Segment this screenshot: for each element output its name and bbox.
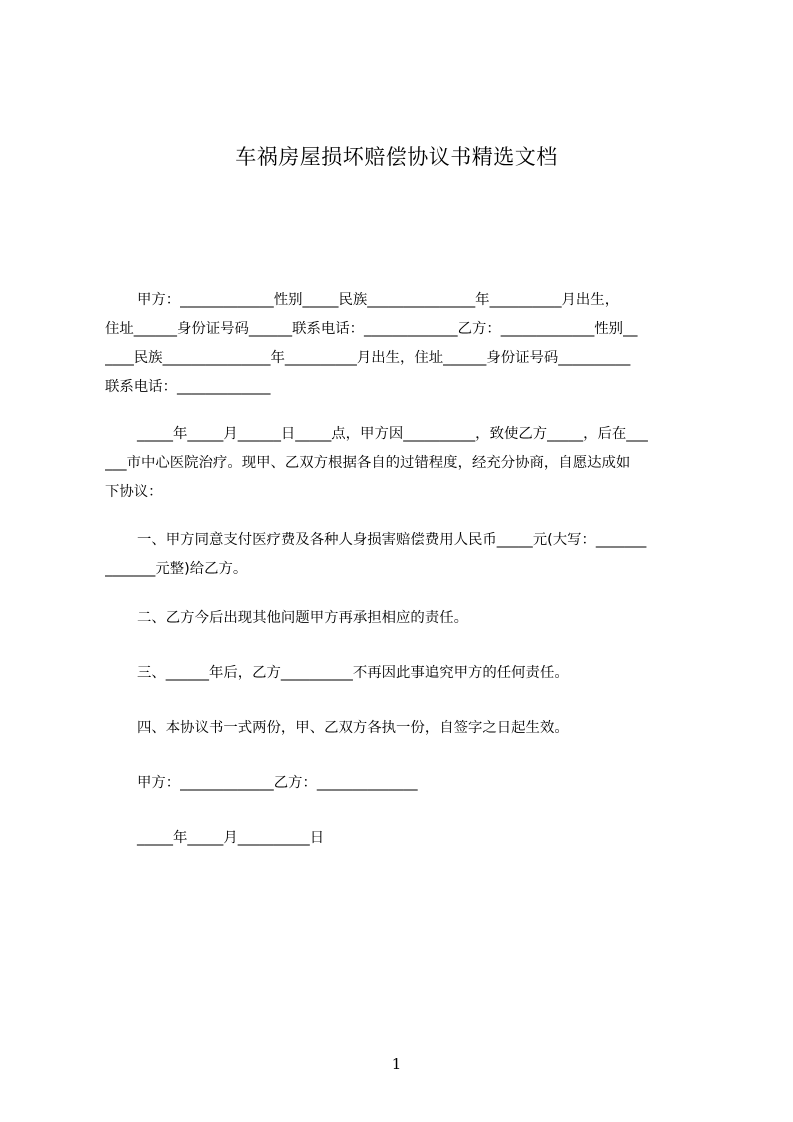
parties-line-2: 住址______身份证号码______联系电话：_____________乙方：_____________性别__ <box>105 321 638 337</box>
clause-3-text: 三、______年后，乙方__________不再因此事追究甲方的任何责任。 <box>137 665 569 681</box>
incident-line-1: _____年_____月______日_____点，甲方因__________，致使乙方_____，后在___ <box>137 426 648 442</box>
incident-paragraph <box>105 420 700 507</box>
page-number: 1 <box>391 1055 402 1073</box>
document-title: 车祸房屋损坏赔偿协议书精选文档 <box>235 145 558 169</box>
clause-1-line-1: 一、甲方同意支付医疗费及各种人身损害赔偿费用人民币_____元(大写：_______ <box>137 532 647 548</box>
incident-line-2: ___市中心医院治疗。现甲、乙双方根据各自的过错程度，经充分协商，自愿达成如 <box>105 455 631 471</box>
parties-line-3: ____民族_______________年__________月出生，住址______身份证号码__________ <box>105 350 631 366</box>
parties-line-4: 联系电话：_____________ <box>105 379 271 395</box>
signatures-paragraph <box>105 769 700 798</box>
clause-2-text: 二、乙方今后出现其他问题甲方再承担相应的责任。 <box>137 610 468 626</box>
date-text: _____年_____月__________日 <box>137 830 325 846</box>
parties-line-1: 甲方：_____________性别_____民族_______________年__________月出生， <box>137 292 620 308</box>
clause-4-text: 四、本协议书一式两份，甲、乙双方各执一份，自签字之日起生效。 <box>137 720 569 736</box>
parties-paragraph <box>105 286 700 402</box>
clause-1-paragraph <box>105 526 700 584</box>
date-paragraph <box>105 824 700 853</box>
clause-1-line-2: _______元整)给乙方。 <box>105 561 248 577</box>
incident-line-3: 下协议： <box>105 484 163 500</box>
clause-4-paragraph <box>105 714 700 743</box>
clause-2-paragraph <box>105 604 700 633</box>
signatures-text: 甲方：_____________乙方：______________ <box>137 775 418 791</box>
clause-3-paragraph <box>105 659 700 688</box>
